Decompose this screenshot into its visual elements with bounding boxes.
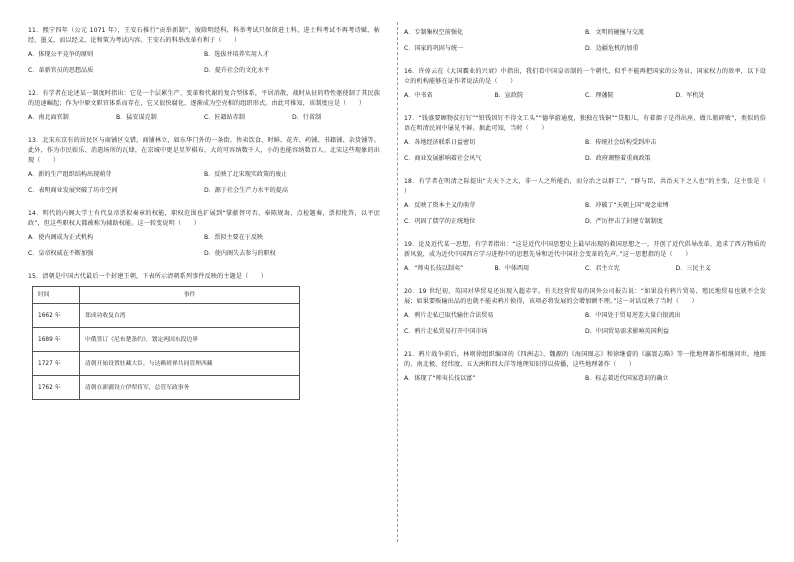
- option-a[interactable]: A．“师夷长技以制夷”: [404, 265, 464, 272]
- left-column: [28, 26, 380, 400]
- question-20: [404, 287, 766, 343]
- option-a[interactable]: A．体现了“师夷长技以富”: [404, 375, 476, 382]
- question-15: [28, 272, 380, 400]
- question-stem: 18．有学者在明清之际提出“夫天下之大，非一人之所能治，而分治之以群工”，“群与臣，共治天下之人也”的主张，这主张是（ ）: [404, 178, 779, 195]
- option-c[interactable]: C．巩固了儒学的正统地位: [404, 218, 476, 225]
- option-list: [404, 138, 766, 170]
- option-d[interactable]: D．军机处: [675, 92, 705, 99]
- row-event: 清朝在新疆设立伊犁将军，总管军政事务: [80, 376, 300, 400]
- option-a[interactable]: A．南北面官制: [28, 114, 69, 121]
- question-stem: 11．熙宁四年（公元 1071 年），王安石推行“贡举新制”，废除明经科，科举考试只保留进士科，进士科考试不再考诗赋、帖经、墨义，而以经义、论和策为考试内容。王安石的科举改革有利于（ ）: [28, 27, 380, 44]
- option-b[interactable]: B．选拔并培养实用人才: [204, 51, 270, 58]
- option-c[interactable]: C．商业发展影响着社会风气: [404, 155, 482, 162]
- option-a[interactable]: A．中书省: [404, 92, 433, 99]
- option-c[interactable]: C．匠籍站赤制: [204, 114, 245, 121]
- option-c[interactable]: C．鸦片走私贸易打开中国市场: [404, 328, 488, 335]
- row-year: 1727 年: [33, 352, 80, 376]
- row-year: 1762 年: [33, 376, 80, 400]
- question-stem: 13．北宋东京有的居民区与商铺区交错，商铺林立，如东华门外的一条街，售卖饮食、时鲜、花卉、药铺、书籍铺、杂货铺等。此外，作为市民娱乐、消遣场所的瓦肆，在京城中更是星罗棋布，大的可容纳数千人，小的也能容纳数百人。北宋这些现象的出现（ ）: [28, 137, 380, 164]
- option-d[interactable]: D．三民主义: [675, 265, 711, 272]
- option-b[interactable]: B．中国处于贸易逆差大量白银流出: [585, 312, 681, 319]
- column-header-time: 时间: [33, 287, 80, 304]
- table-row: [33, 376, 300, 400]
- row-event: 郑成功收复台湾: [80, 304, 300, 328]
- question-stem: 20．19 世纪初，英国对华贸易还出现入超赤字。有关经营贸易的国外公司报告说：“如果没有鸦片贸易，殖民地贸易也就不会发展；如果要贩输出品的也就不能卖鸦片换得，该项必将发展的会增加额不理。”这一对话反映了当时（ ）: [404, 288, 766, 305]
- option-b[interactable]: B．反映了北宋现实政策的废止: [204, 171, 288, 178]
- option-list: [28, 170, 380, 202]
- option-c[interactable]: C．国家的巩固与统一: [404, 45, 464, 52]
- option-list: [404, 91, 766, 107]
- option-a[interactable]: A．体现公平竞争的原则: [28, 51, 94, 58]
- question-stem: 12．有学者在论述某一制度时指出：它是一个层累生产、变革和代谢的复合型体系，平居消散，战时从征的特性驱使制了其民族的迅速崛起；作为中原文职官体系而存在，它又很快腐化，逐渐成为空壳相的组织形式。由此可推知，该制度应是（ ）: [28, 90, 380, 107]
- column-divider: [397, 22, 398, 542]
- option-d[interactable]: D．边疆危机的加重: [585, 45, 639, 52]
- right-column: [404, 26, 779, 397]
- option-b[interactable]: B．中体西用: [494, 265, 530, 272]
- option-b[interactable]: B．标志着近代国家意识的确立: [585, 375, 669, 382]
- question-19: [404, 240, 766, 280]
- option-b[interactable]: B．文明的碰撞与交流: [585, 29, 645, 36]
- events-table: [32, 286, 300, 400]
- option-a[interactable]: A．新的生产组织结构出现萌芽: [28, 171, 112, 178]
- table-row: [33, 352, 300, 376]
- question-17: [404, 114, 766, 170]
- question-stem: 21．鸦片战争前后，林则徐组织编译的《四洲志》、魏源的《海国图志》和徐继畲的《瀛寰志略》等一批地理著作相继问世，地图的、南北极、经纬度、五大洲和四大洋等地理知识得以传播，这些地理著作（ ）: [404, 351, 766, 368]
- question-14: [28, 209, 380, 265]
- row-year: 1689 年: [33, 328, 80, 352]
- option-list: [404, 264, 766, 280]
- column-header-event: 事件: [80, 287, 300, 304]
- question-stem: 14．明代的内阁大学士有代皇帝票拟奏章的权能，职权范围也扩展到“掌献替可否，奉陈规诲，点检题奏，票拟批答，以平庶政”，但这些职权大都被称为辅助权能。这一转变说明（ ）: [28, 210, 380, 227]
- question-21: [404, 350, 766, 390]
- option-a[interactable]: A．各地经济联系日益密切: [404, 139, 476, 146]
- row-event: 清朝开始设置驻藏大臣，与达赖班禅共同管理西藏: [80, 352, 300, 376]
- option-a[interactable]: A．反映了资本主义的萌芽: [404, 202, 476, 209]
- option-d[interactable]: D．源于社会生产力水平的提高: [204, 187, 288, 194]
- option-d[interactable]: D．使内阁失去参与的职权: [204, 250, 276, 257]
- option-list: [404, 201, 766, 233]
- option-a[interactable]: A．使内阁成为正式机构: [28, 234, 94, 241]
- option-list: [28, 233, 380, 265]
- option-list: [28, 50, 380, 82]
- option-b[interactable]: B．宣政院: [494, 92, 524, 99]
- question-stem: 19．论及近代某一思想，有学者指出：“这是近代中国思想史上最早出现的救国思想之一，开创了近代倡导改革、追求了西方物质的新风貌，成为近代中国西方学习进程中的思想先导和近代中国社会变革的先声。”这一思想指的是（ ）: [404, 241, 766, 258]
- row-year: 1662 年: [33, 304, 80, 328]
- option-list: [404, 311, 766, 343]
- row-event: 中俄签订《尼布楚条约》，划定两国东段边界: [80, 328, 300, 352]
- option-d[interactable]: D．中国贸易需求影响英国利益: [585, 328, 669, 335]
- option-d[interactable]: D．提升社会的文化水平: [204, 67, 270, 74]
- option-d[interactable]: D．行省制: [292, 114, 322, 121]
- option-list: [28, 113, 380, 129]
- option-c[interactable]: C．革新官员的思想品质: [28, 67, 94, 74]
- option-c[interactable]: C．皇帝权威在不断加强: [28, 250, 94, 257]
- table-row: [33, 328, 300, 352]
- question-12: [28, 89, 380, 129]
- option-d[interactable]: D．严厉抨击了封建专制制度: [585, 218, 663, 225]
- question-stem: 15．清朝是中国古代最后一个封建王朝，下表所示清朝系列事件反映的主题是（ ）: [28, 273, 268, 280]
- table-row: [33, 304, 300, 328]
- option-list: [404, 374, 766, 390]
- option-a[interactable]: A．鸦片走私已取代输住合法贸易: [404, 312, 494, 319]
- question-11: [28, 26, 380, 82]
- option-d[interactable]: D．政府调整着重商政策: [585, 155, 651, 162]
- option-b[interactable]: B．猛安谋克制: [116, 114, 157, 121]
- question-18: [404, 177, 779, 233]
- question-16: [404, 67, 766, 107]
- option-b[interactable]: B．传统社会结构受到冲击: [585, 139, 657, 146]
- option-b[interactable]: B．票拟主要在于反映: [204, 234, 264, 241]
- table-header-row: [33, 287, 300, 304]
- question-13: [28, 136, 380, 202]
- question-15-options: [404, 28, 766, 60]
- option-b[interactable]: B．冲破了“天朝上国”观念束缚: [585, 202, 669, 209]
- question-stem: 16．许倬云在《大国霸业的兴衰》中指出，我们看中国皇帝制的一个朝代，似乎不能再把国家的公务员，国家权力的效率，以下设立的机构能够在证作者说法的是（ ）: [404, 68, 766, 85]
- option-c[interactable]: C．君主立宪: [585, 265, 620, 272]
- question-stem: 17．“钱盛要顾物贫打钉”“铅钱因钉不得文工头”“德华游通度，独独在钱铜”“贷船儿，有着烟子是得出座，做儿瓶碎败”，类似的俗语在明清民间中屡见不鲜。据此可知，当时（ ）: [404, 115, 766, 132]
- option-c[interactable]: C．表明商业发展突破了坊市空间: [28, 187, 118, 194]
- option-c[interactable]: C．理藩院: [585, 92, 614, 99]
- option-a[interactable]: A．专制集权空前强化: [404, 29, 464, 36]
